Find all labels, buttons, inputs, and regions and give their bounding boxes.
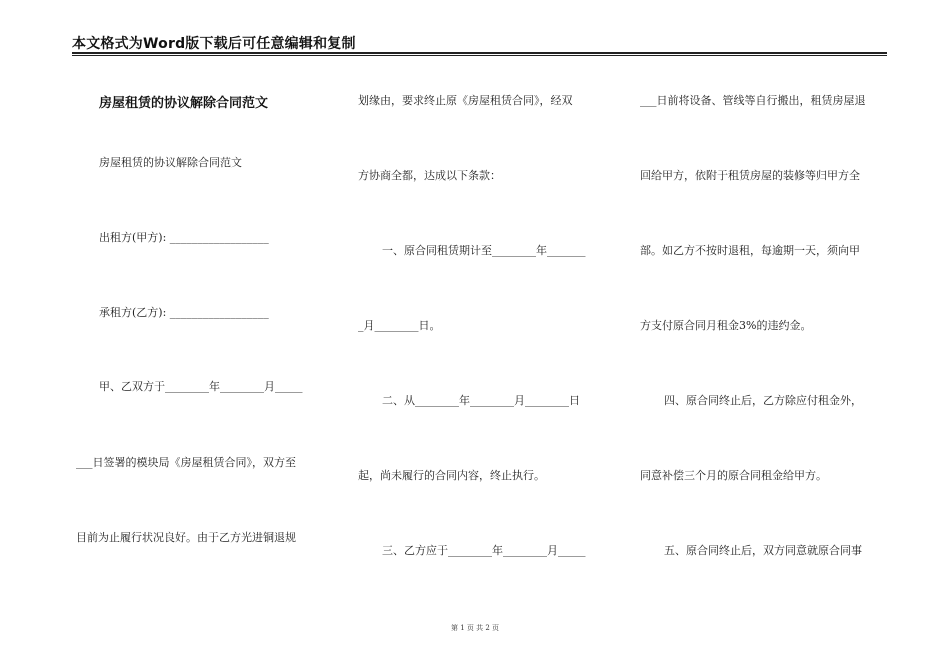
col2-line-3: 一、原合同租赁期计至________年_______ — [382, 244, 586, 257]
document-title: 房屋租赁的协议解除合同范文 — [99, 96, 269, 111]
col2-line-5: 二、从________年________月________日 — [382, 394, 580, 407]
col2-line-6: 起，尚未履行的合同内容，终止执行。 — [358, 469, 545, 482]
col1-line-6: 目前为止履行状况良好。由于乙方光进铜退规 — [76, 531, 296, 544]
col1-line-3: 承租方(乙方): __________________ — [99, 306, 269, 319]
header-rule-thin — [72, 55, 887, 56]
col3-line-7: 五、原合同终止后，双方同意就原合同事 — [664, 544, 862, 557]
col3-line-1: ___日前将设备、管线等自行搬出，租赁房屋退 — [640, 94, 866, 107]
col3-line-3: 部。如乙方不按时退租，每逾期一天，须向甲 — [640, 244, 860, 257]
col3-line-2: 回给甲方，依附于租赁房屋的装修等归甲方全 — [640, 169, 860, 182]
col1-line-2: 出租方(甲方): __________________ — [99, 231, 269, 244]
col2-line-4: _月________日。 — [358, 319, 441, 332]
col3-line-5: 四、原合同终止后，乙方除应付租金外， — [664, 394, 862, 407]
col3-line-4: 方支付原合同月租金3%的违约金。 — [640, 319, 812, 332]
col2-line-2: 方协商全都，达成以下条款： — [358, 169, 501, 182]
col2-line-1: 划缘由，要求终止原《房屋租赁合同》，经双 — [358, 94, 573, 107]
header-rule-thick — [72, 52, 887, 54]
col1-line-5: ___日签署的模块局《房屋租赁合同》，双方至 — [76, 456, 296, 469]
col2-line-7: 三、乙方应于________年________月_____ — [382, 544, 586, 557]
col1-line-4: 甲、乙双方于________年________月_____ — [99, 380, 303, 393]
col1-line-1: 房屋租赁的协议解除合同范文 — [99, 156, 242, 169]
page-number-footer: 第 1 页 共 2 页 — [450, 624, 500, 632]
document-header: 本文格式为Word版下载后可任意编辑和复制 — [72, 36, 356, 52]
col3-line-6: 同意补偿三个月的原合同租金给甲方。 — [640, 469, 827, 482]
